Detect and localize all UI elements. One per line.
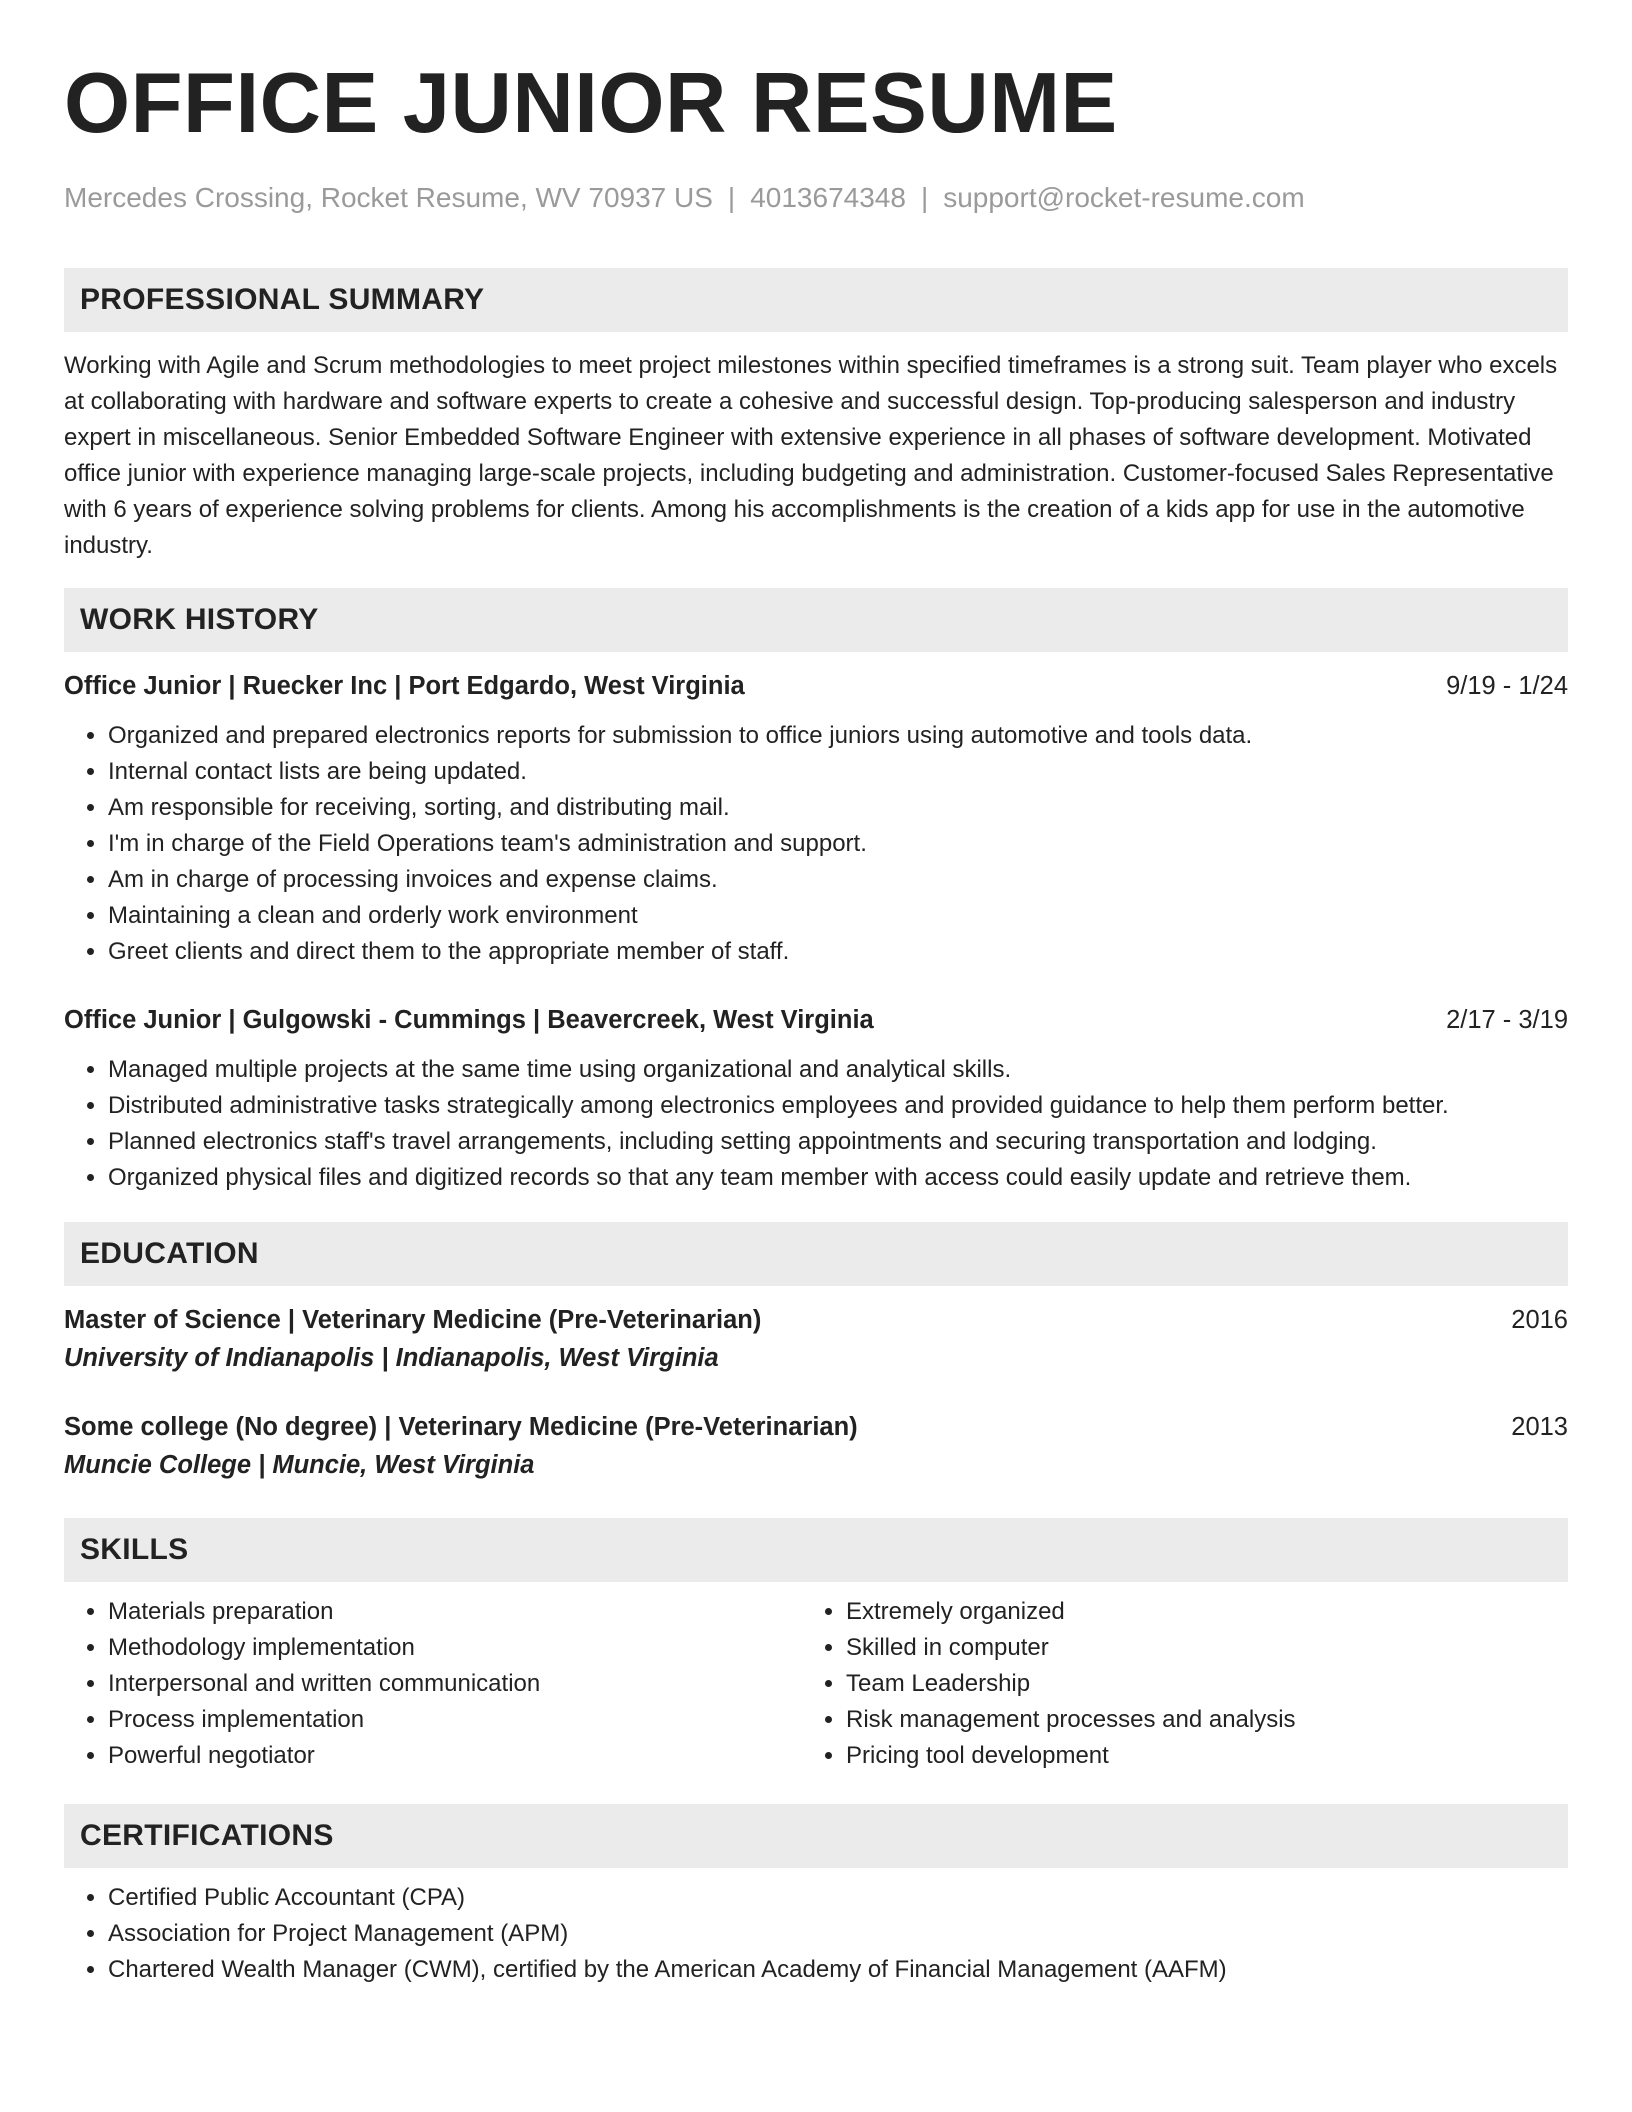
section-header-work-history: WORK HISTORY (64, 588, 1568, 652)
job-bullet: • Internal contact lists are being updated. (108, 754, 1568, 790)
skill-item: • Interpersonal and written communication (108, 1666, 802, 1702)
education-school: Muncie College | Muncie, West Virginia (64, 1451, 535, 1479)
summary-text: Working with Agile and Scrum methodologies to meet project milestones within specified timeframes is a strong suit. Team player who excels at collaborating with hardware and software experts to create a cohesive and successful design. Top-producing salesperson and industry expert in miscellaneous. Senior Embedded Software Engineer with extensive experience in all phases of software development. Motivated office junior with experience managing large-scale projects, including budgeting and administration. Customer-focused Sales Representative with 6 years of experience solving problems for clients. Among his accomplishments is the creation of a kids app for use in the automotive industry. (64, 352, 1558, 559)
job-dates: 9/19 - 1/24 (1446, 672, 1568, 700)
job-entry (64, 668, 1568, 970)
skill-item: • Materials preparation (108, 1594, 802, 1630)
contact-separator: | (920, 182, 929, 213)
job-entry (64, 1002, 1568, 1196)
education-school: University of Indianapolis | Indianapolis, West Virginia (64, 1344, 719, 1372)
skill-item: • Pricing tool development (846, 1738, 1568, 1774)
skill-item: • Process implementation (108, 1702, 802, 1738)
contact-separator: | (727, 182, 736, 213)
job-bullet: • Managed multiple projects at the same time using organizational and analytical skills. (108, 1052, 1568, 1088)
job-title: Office Junior | Gulgowski - Cummings | Beavercreek, West Virginia (64, 1006, 874, 1034)
skills-list-right (802, 1594, 1568, 1774)
skill-item: • Team Leadership (846, 1666, 1568, 1702)
job-bullet: • Organized and prepared electronics reports for submission to office juniors using automotive and tools data. (108, 718, 1568, 754)
education-year: 2016 (1511, 1306, 1568, 1334)
job-bullets (64, 718, 1568, 970)
education-degree: Master of Science | Veterinary Medicine (Pre-Veterinarian) (64, 1306, 762, 1334)
education-year: 2013 (1511, 1413, 1568, 1441)
job-bullet: • Organized physical files and digitized records so that any team member with access could easily update and retrieve them. (108, 1160, 1568, 1196)
job-header (64, 668, 1568, 704)
education-header (64, 1409, 1568, 1445)
skill-item: • Risk management processes and analysis (846, 1702, 1568, 1738)
job-bullets (64, 1052, 1568, 1196)
job-bullet: • Distributed administrative tasks strategically among electronics employees and provided guidance to help them perform better. (108, 1088, 1568, 1124)
certification-item: • Certified Public Accountant (CPA) (108, 1880, 1568, 1916)
education-entry (64, 1409, 1568, 1483)
skill-item: • Skilled in computer (846, 1630, 1568, 1666)
certifications-list (64, 1880, 1568, 1988)
certification-item: • Association for Project Management (APM) (108, 1916, 1568, 1952)
job-bullet: • I'm in charge of the Field Operations team's administration and support. (108, 826, 1568, 862)
job-title: Office Junior | Ruecker Inc | Port Edgardo, West Virginia (64, 672, 745, 700)
job-dates: 2/17 - 3/19 (1446, 1006, 1568, 1034)
section-header-education: EDUCATION (64, 1222, 1568, 1286)
education-degree: Some college (No degree) | Veterinary Medicine (Pre-Veterinarian) (64, 1413, 858, 1441)
certification-item: • Chartered Wealth Manager (CWM), certified by the American Academy of Financial Management (AAFM) (108, 1952, 1568, 1988)
skills-columns (64, 1594, 1568, 1774)
section-header-skills: SKILLS (64, 1518, 1568, 1582)
skill-item: • Methodology implementation (108, 1630, 802, 1666)
job-bullet: • Am responsible for receiving, sorting, and distributing mail. (108, 790, 1568, 826)
skill-item: • Powerful negotiator (108, 1738, 802, 1774)
contact-phone: 4013674348 (750, 182, 906, 213)
education-entry (64, 1302, 1568, 1376)
job-bullet: • Greet clients and direct them to the appropriate member of staff. (108, 934, 1568, 970)
job-bullet: • Am in charge of processing invoices and expense claims. (108, 862, 1568, 898)
job-header (64, 1002, 1568, 1038)
section-header-certifications: CERTIFICATIONS (64, 1804, 1568, 1868)
job-bullet: • Maintaining a clean and orderly work environment (108, 898, 1568, 934)
skill-item: • Extremely organized (846, 1594, 1568, 1630)
education-header (64, 1302, 1568, 1338)
contact-line (64, 180, 1568, 216)
section-header-summary: PROFESSIONAL SUMMARY (64, 268, 1568, 332)
skills-list-left (64, 1594, 802, 1774)
contact-address: Mercedes Crossing, Rocket Resume, WV 70937 US (64, 182, 713, 213)
contact-email: support@rocket-resume.com (943, 182, 1305, 213)
job-bullet: • Planned electronics staff's travel arrangements, including setting appointments and securing transportation and lodging. (108, 1124, 1568, 1160)
resume-title: OFFICE JUNIOR RESUME (64, 56, 1118, 151)
